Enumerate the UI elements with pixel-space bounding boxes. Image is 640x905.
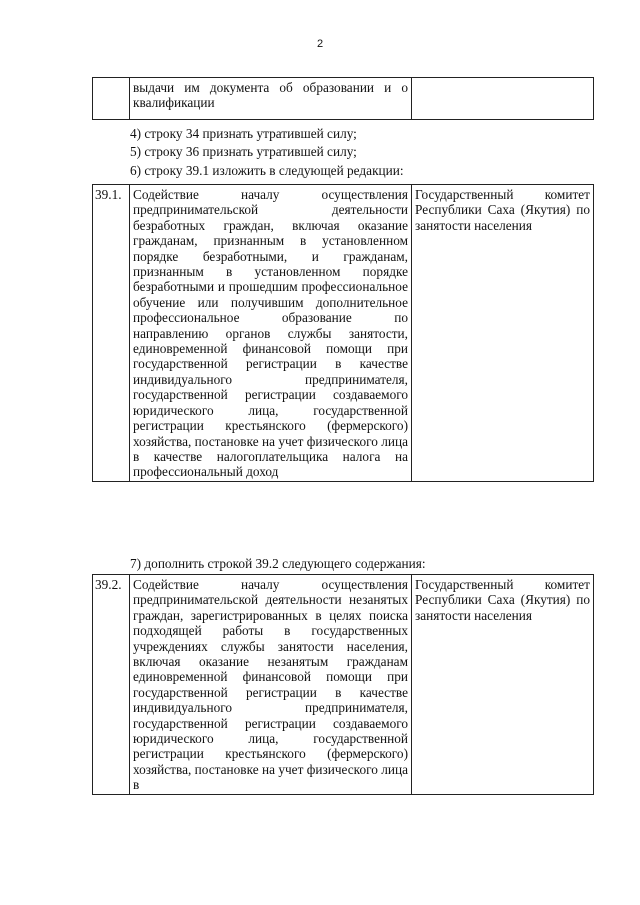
table-row-39-2 xyxy=(92,574,594,795)
description-cell: Содействие началу осуществления предпринимательской деятельности незанятых граждан, зарегистрированных в целях поиска подходящей работы в государственных учреждениях службы занятости населения, включая оказание незанятым гражданам единовременной финансовой помощи при государственной регистрации в качестве индивидуального предпринимателя, государственной регистрации создаваемого юридического лица, государственной регистрации крестьянского (фермерского) хозяйства, постановке на учет физического лица в xyxy=(130,575,412,795)
row-number-cell xyxy=(93,78,130,120)
authority-cell xyxy=(412,78,594,120)
row-number: 39.2. xyxy=(93,575,130,795)
row-number: 39.1. xyxy=(93,185,130,482)
continued-table xyxy=(92,77,594,120)
page-number: 2 xyxy=(316,38,324,50)
amendment-item-6: 6) строку 39.1 изложить в следующей редакции: xyxy=(130,163,404,178)
amendment-item-5: 5) строку 36 признать утратившей силу; xyxy=(130,144,357,159)
table-row xyxy=(93,575,594,795)
authority-cell: Государственный комитет Республики Саха (Якутия) по занятости населения xyxy=(412,185,594,482)
amendment-item-4: 4) строку 34 признать утратившей силу; xyxy=(130,126,357,141)
amendment-item-7: 7) дополнить строкой 39.2 следующего содержания: xyxy=(130,556,426,571)
authority-cell: Государственный комитет Республики Саха (Якутия) по занятости населения xyxy=(412,575,594,795)
table-row xyxy=(93,78,594,120)
description-cell: Содействие началу осуществления предпринимательской деятельности безработных граждан, включая оказание гражданам, признанным в установленном порядке безработными, и гражданам, признанным в установленном порядке безработными и прошедшим профессиональное обучение или получившим дополнительное профессиональное образование по направлению органов службы занятости, единовременной финансовой помощи при государственной регистрации в качестве индивидуального предпринимателя, государственной регистрации создаваемого юридического лица, государственной регистрации крестьянского (фермерского) хозяйства, постановке на учет физического лица в качестве налогоплательщика налога на профессиональный доход xyxy=(130,185,412,482)
description-cell: выдачи им документа об образовании и о квалификации xyxy=(130,78,412,120)
table-row xyxy=(93,185,594,482)
table-row-39-1 xyxy=(92,184,594,482)
